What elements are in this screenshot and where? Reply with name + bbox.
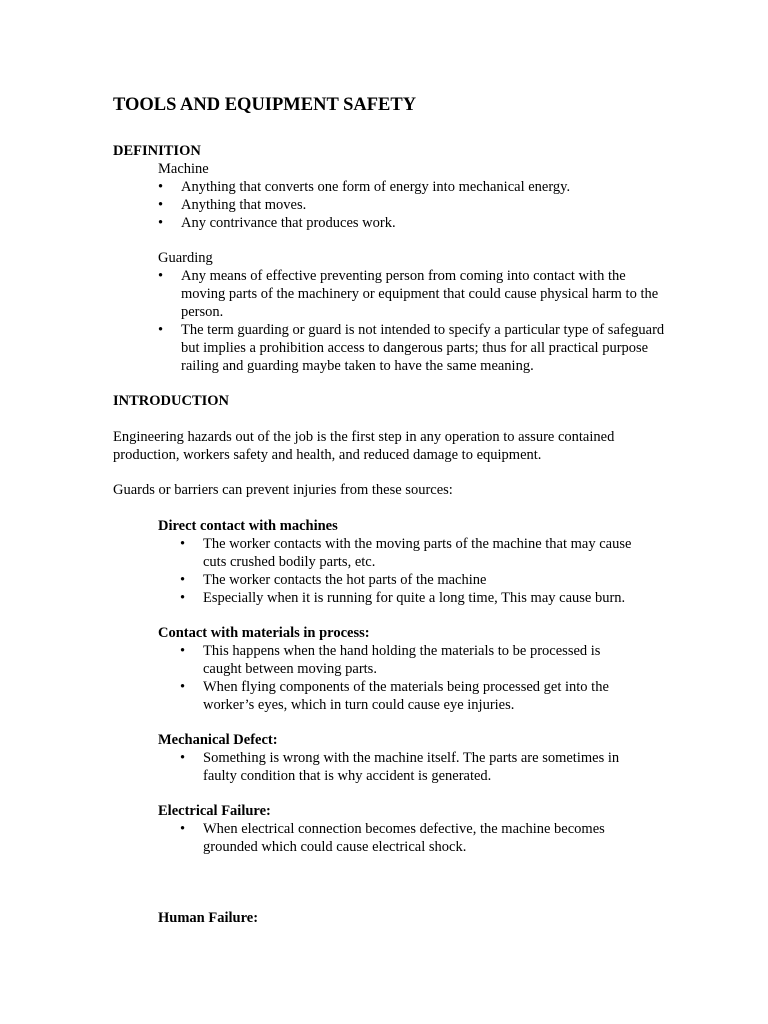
list-item: • Especially when it is running for quite a long time, This may cause burn. (180, 590, 626, 606)
mechanical-defect-list (180, 749, 648, 785)
list-item: • Anything that moves. (158, 197, 307, 213)
list-item: • Any means of effective preventing person from coming into contact with the moving parts of the machinery or equipment that could cause physical harm to the person. (158, 268, 659, 320)
bullet-icon: • (180, 536, 186, 552)
direct-contact-list (180, 535, 658, 607)
guarding-label: Guarding (158, 250, 213, 266)
list-item: • When electrical connection becomes defective, the machine becomes grounded which could cause electrical shock. (180, 821, 605, 855)
document-title: TOOLS AND EQUIPMENT SAFETY (113, 95, 417, 115)
human-failure-heading: Human Failure: (158, 910, 259, 926)
mechanical-defect-heading: Mechanical Defect: (158, 732, 278, 748)
electrical-failure-heading: Electrical Failure: (158, 803, 271, 819)
bullet-icon: • (180, 750, 186, 766)
bullet-icon: • (158, 322, 164, 338)
bullet-icon: • (180, 643, 186, 659)
bullet-icon: • (158, 179, 164, 195)
list-item: • Anything that converts one form of energy into mechanical energy. (158, 179, 571, 195)
guards-paragraph: Guards or barriers can prevent injuries from these sources: (113, 482, 453, 498)
list-item: • Something is wrong with the machine itself. The parts are sometimes in faulty condition that is why accident is generated. (180, 750, 620, 784)
bullet-icon: • (158, 197, 164, 213)
list-item: • Any contrivance that produces work. (158, 215, 396, 231)
definition-heading: DEFINITION (113, 143, 201, 159)
electrical-failure-list (180, 820, 633, 856)
bullet-icon: • (180, 590, 186, 606)
materials-list (180, 642, 638, 714)
bullet-icon: • (180, 679, 186, 695)
introduction-heading: INTRODUCTION (113, 393, 230, 409)
list-item: • The worker contacts with the moving parts of the machine that may cause cuts crushed bodily parts, etc. (180, 536, 632, 570)
bullet-icon: • (158, 268, 164, 284)
bullet-icon: • (180, 572, 186, 588)
machine-label: Machine (158, 161, 209, 177)
list-item: • When flying components of the materials being processed get into the worker’s eyes, which in turn could cause eye injuries. (180, 679, 609, 713)
list-item: • The term guarding or guard is not intended to specify a particular type of safeguard but implies a prohibition access to dangerous parts; thus for all practical purpose railing and guarding maybe taken to have the same meaning. (158, 322, 665, 374)
introduction-paragraph: Engineering hazards out of the job is the first step in any operation to assure contained production, workers safety and health, and reduced damage to equipment. (113, 429, 615, 463)
direct-contact-heading: Direct contact with machines (158, 518, 338, 534)
machine-list (158, 178, 671, 232)
materials-heading: Contact with materials in process: (158, 625, 370, 641)
bullet-icon: • (158, 215, 164, 231)
guarding-list (158, 267, 666, 375)
bullet-icon: • (180, 821, 186, 837)
list-item: • This happens when the hand holding the materials to be processed is caught between moving parts. (180, 643, 601, 677)
list-item: • The worker contacts the hot parts of the machine (180, 572, 487, 588)
